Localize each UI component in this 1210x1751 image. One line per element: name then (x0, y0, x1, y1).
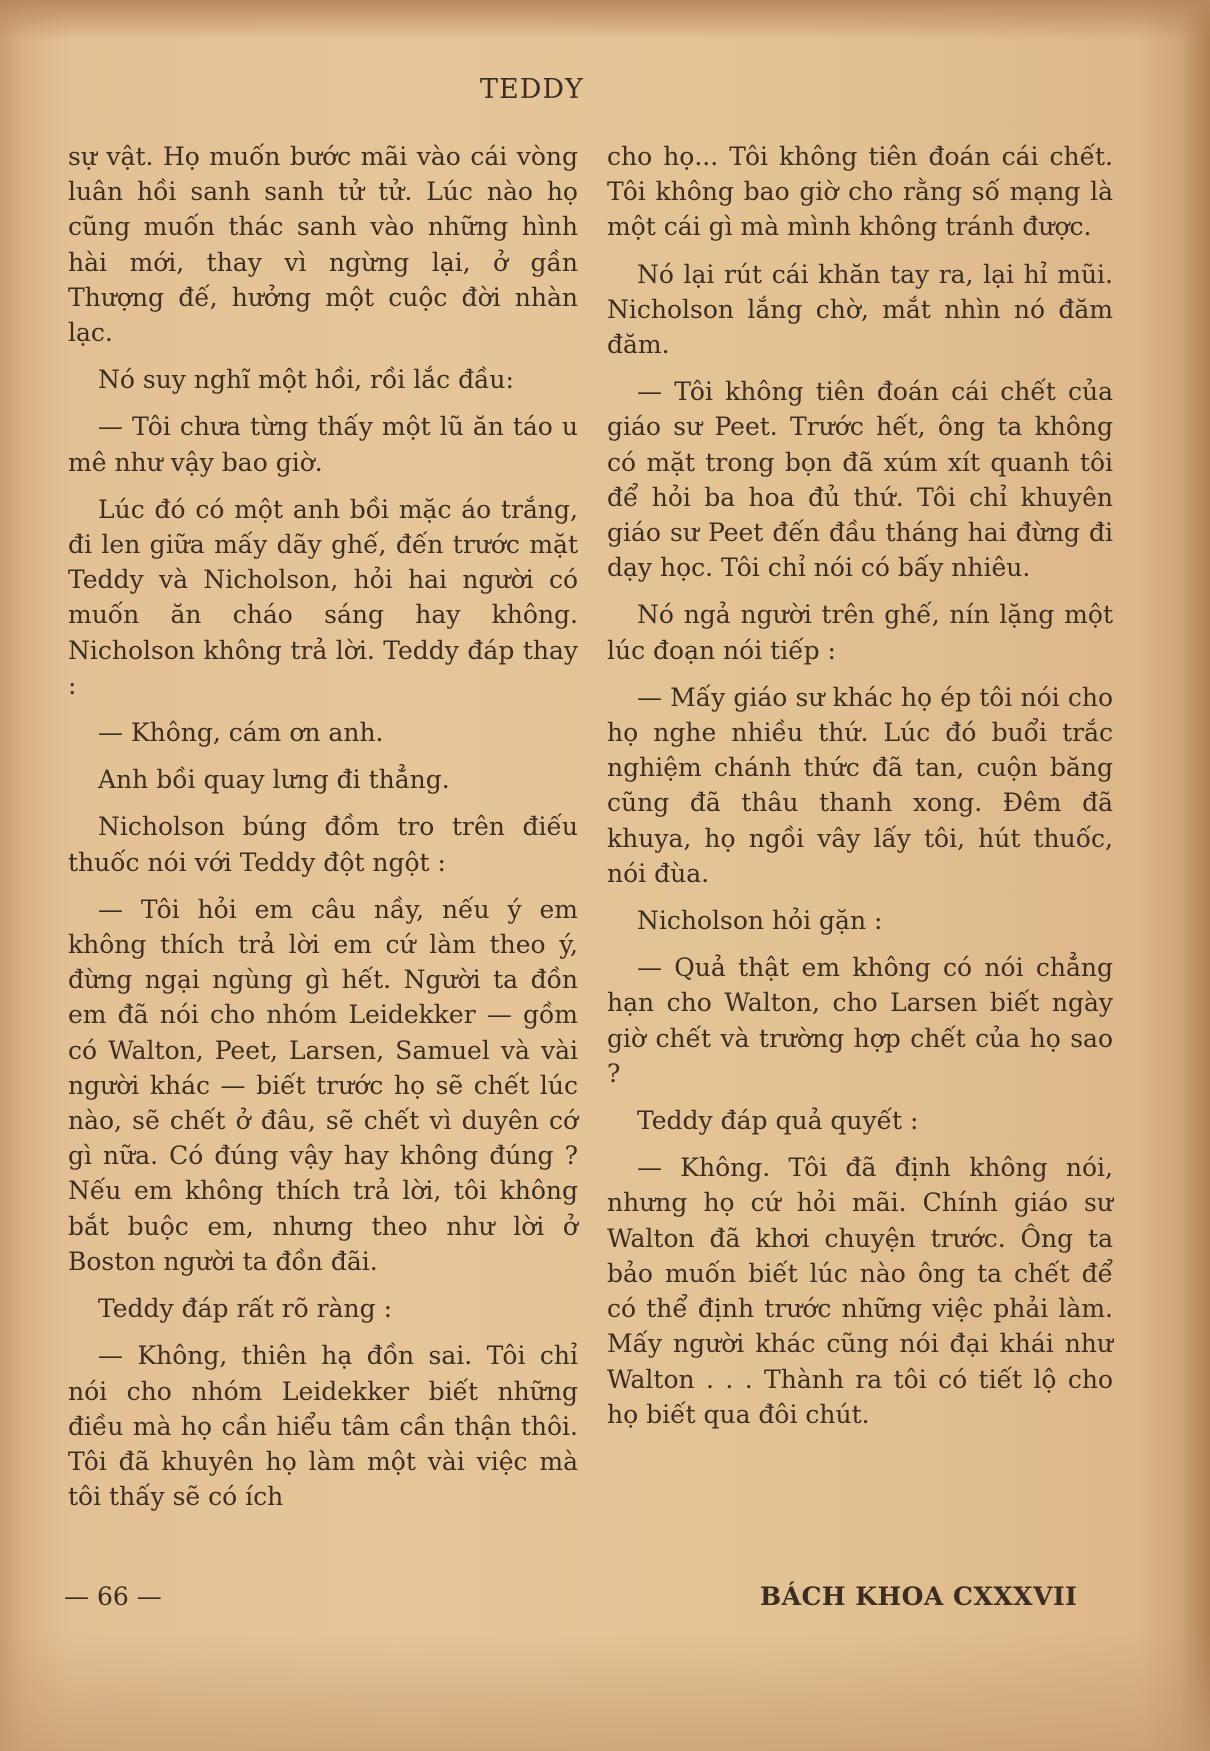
paragraph: — Tôi chưa từng thấy một lũ ăn táo u mê như vậy bao giờ. (68, 412, 578, 477)
journal-title: BÁCH KHOA CXXXVII (760, 1582, 1078, 1611)
paragraph: — Không. Tôi đã định không nói, nhưng họ cứ hỏi mãi. Chính giáo sư Walton đã khơi chuyện trước. Ông ta bảo muốn biết lúc nào ông ta chết để có thể định trước những việc phải làm. Mấy người khác cũng nói đại khái như Walton . . . Thành ra tôi có tiết lộ cho họ biết qua đôi chút. (607, 1153, 1113, 1429)
paragraph: — Mấy giáo sư khác họ ép tôi nói cho họ nghe nhiều thứ. Lúc đó buổi trắc nghiệm chánh thức đã tan, cuộn băng cũng đã thâu thanh xong. Đêm đã khuya, họ ngồi vây lấy tôi, hút thuốc, nói đùa. (607, 682, 1113, 888)
paragraph: cho họ... Tôi không tiên đoán cái chết. Tôi không bao giờ cho rằng số mạng là một cái gì mà mình không tránh được. (607, 142, 1113, 242)
paragraph: — Quả thật em không có nói chẳng hạn cho Walton, cho Larsen biết ngày giờ chết và trường hợp chết của họ sao ? (607, 953, 1113, 1088)
paragraph: Teddy đáp rất rõ ràng : (98, 1294, 393, 1324)
paragraph: Nó lại rút cái khăn tay ra, lại hỉ mũi. Nicholson lắng chờ, mắt nhìn nó đăm đăm. (607, 259, 1113, 360)
paragraph: Nó ngả người trên ghế, nín lặng một lúc đoạn nói tiếp : (607, 600, 1113, 665)
paragraph: Nicholson búng đồm tro trên điếu thuốc nói với Teddy đột ngột : (68, 812, 578, 877)
paragraph: sự vật. Họ muốn bước mãi vào cái vòng luân hồi sanh sanh tử tử. Lúc nào họ cũng muốn thác sanh vào những hình hài mới, thay vì ngừng lại, ở gần Thượng đế, hưởng một cuộc đời nhàn lạc. (68, 142, 578, 348)
paragraph: Nicholson hỏi gặn : (637, 906, 883, 936)
paragraph: Anh bồi quay lưng đi thẳng. (98, 765, 450, 795)
paragraph: Teddy đáp quả quyết : (637, 1106, 919, 1136)
page-number: — 66 — (64, 1582, 162, 1611)
paragraph: Nó suy nghĩ một hồi, rồi lắc đầu: (98, 365, 514, 395)
right-column (607, 139, 1113, 1444)
paragraph: — Tôi không tiên đoán cái chết của giáo sư Peet. Trước hết, ông ta không có mặt trong bọn đã xúm xít quanh tôi để hỏi ba hoa đủ thứ. Tôi chỉ khuyên giáo sư Peet đến đầu tháng hai đừng đi dạy học. Tôi chỉ nói có bấy nhiêu. (607, 377, 1113, 583)
left-column (68, 139, 578, 1526)
running-head: TEDDY (480, 74, 584, 105)
paragraph: — Không, cám ơn anh. (98, 718, 384, 748)
paragraph: — Tôi hỏi em câu nầy, nếu ý em không thích trả lời em cứ làm theo ý, đừng ngại ngùng gì hết. Người ta đồn em đã nói cho nhóm Leidekker — gồm có Walton, Peet, Larsen, Samuel và vài người khác — biết trước họ sẽ chết lúc nào, sẽ chết ở đâu, sẽ chết vì duyên cớ gì nữa. Có đúng vậy hay không đúng ? Nếu em không thích trả lời, tôi không bắt buộc em, nhưng theo như lời ở Boston người ta đồn đãi. (68, 894, 578, 1276)
paragraph: Lúc đó có một anh bồi mặc áo trắng, đi len giữa mấy dãy ghế, đến trước mặt Teddy và Nicholson, hỏi hai người có muốn ăn cháo sáng hay không. Nicholson không trả lời. Teddy đáp thay : (68, 494, 578, 700)
paragraph: — Không, thiên hạ đồn sai. Tôi chỉ nói cho nhóm Leidekker biết những điều mà họ cần hiểu tâm cần thận thôi. Tôi đã khuyên họ làm một vài việc mà tôi thấy sẽ có ích (68, 1341, 578, 1512)
